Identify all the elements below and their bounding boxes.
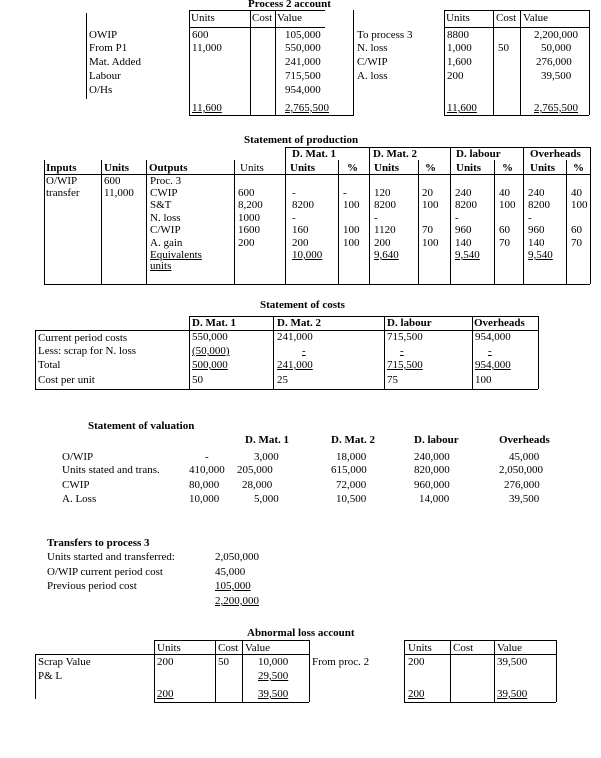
prod-output: Proc. 3: [150, 175, 182, 187]
prod-lab-pct-head: %: [502, 162, 513, 174]
prod-dm1-pct: -: [343, 187, 347, 199]
costs-dm1: (50,000): [192, 345, 230, 357]
prod-dm1-units: -: [292, 212, 296, 224]
prod-out-units: 1600: [238, 224, 260, 236]
prod-dm2-pct: 100: [422, 199, 439, 211]
costs-col-dm2: D. Mat. 2: [277, 317, 321, 329]
p2-debit-units: 600: [192, 29, 209, 41]
p2-debit-label: Mat. Added: [89, 56, 141, 68]
costs-row-label: Cost per unit: [38, 374, 95, 386]
ab-credit-label: From proc. 2: [312, 656, 370, 668]
p2-debit-unit-total: 11,600: [192, 102, 222, 114]
prod-oh-units: 8200: [528, 199, 550, 211]
p2-debit-value-total: 2,765,500: [285, 102, 329, 114]
costs-title: Statement of costs: [260, 299, 345, 311]
prod-dm2-pct: 20: [422, 187, 433, 199]
prod-oh-units: 960: [528, 224, 545, 236]
prod-group-labour: D. labour: [456, 148, 501, 160]
val-extra: 10,000: [189, 493, 220, 505]
prod-dm1-units: -: [292, 187, 296, 199]
p2-debit-value: 241,000: [285, 56, 321, 68]
prod-oh-units-total: 9,540: [528, 249, 553, 261]
prod-units-head: Units: [104, 162, 130, 174]
p2-credit-cost: 50: [498, 42, 509, 54]
p2-credit-unit-total: 11,600: [447, 102, 477, 114]
transfers-label: O/WIP current period cost: [47, 566, 163, 578]
ab-debit-value: 29,500: [258, 670, 289, 682]
prod-dm2-units: 1120: [374, 224, 396, 236]
prod-out-units-head: Units: [240, 162, 264, 174]
val-dm1: 5,000: [254, 493, 279, 505]
prod-output: S&T: [150, 199, 172, 211]
prod-lab-units: 8200: [455, 199, 477, 211]
costs-dm1: 550,000: [192, 331, 228, 343]
ab-debit-value-total: 39,500: [258, 688, 289, 700]
p2-credit-label: N. loss: [357, 42, 388, 54]
abnormal-title: Abnormal loss account: [247, 627, 355, 639]
p2-cost-head: Cost: [252, 12, 273, 24]
prod-input-units: 11,000: [104, 187, 134, 199]
prod-lab-units-head: Units: [456, 162, 482, 174]
prod-oh-pct: 40: [571, 187, 582, 199]
p2-credit-units: 1,000: [447, 42, 472, 54]
p2-debit-label: OWIP: [89, 29, 118, 41]
transfers-title: Transfers to process 3: [47, 537, 150, 549]
val-row-label: Units stated and trans.: [62, 464, 160, 476]
prod-out-units: 200: [238, 237, 255, 249]
ab-credit-units: 200: [408, 656, 425, 668]
ab-debit-unit-total: 200: [157, 688, 174, 700]
p2-debit-label: Labour: [89, 70, 121, 82]
prod-lab-units: 240: [455, 187, 472, 199]
prod-output: C/WIP: [150, 224, 181, 236]
p2-debit-units: 11,000: [192, 42, 222, 54]
val-extra: 80,000: [189, 479, 220, 491]
ab-debit-value: 10,000: [258, 656, 289, 668]
costs-row-label: Total: [38, 359, 61, 371]
costs-oh: 100: [475, 374, 492, 386]
val-dm2: 10,500: [336, 493, 367, 505]
prod-dm1-pct: 100: [343, 224, 360, 236]
prod-lab-pct: 40: [499, 187, 510, 199]
ab-cost-head: Cost: [218, 642, 239, 654]
val-col-dm1: D. Mat. 1: [245, 434, 289, 446]
ab-credit-unit-total: 200: [408, 688, 425, 700]
p2-debit-value: 954,000: [285, 84, 321, 96]
ab-debit-cost: 50: [218, 656, 229, 668]
costs-dm2: 241,000: [277, 331, 313, 343]
p2-debit-value: 105,000: [285, 29, 321, 41]
ab-credit-value: 39,500: [497, 656, 528, 668]
costs-lab: 715,500: [387, 359, 423, 371]
val-lab: 820,000: [414, 464, 450, 476]
costs-col-overheads: Overheads: [474, 317, 525, 329]
p2-credit-label: A. loss: [357, 70, 388, 82]
prod-dm1-units: 200: [292, 237, 309, 249]
prod-dm2-units-head: Units: [374, 162, 400, 174]
val-lab: 240,000: [414, 451, 450, 463]
p2-credit-value: 39,500: [541, 70, 572, 82]
costs-oh: -: [488, 345, 492, 357]
prod-inputs-head: Inputs: [46, 162, 77, 174]
val-dm2: 18,000: [336, 451, 367, 463]
p2-debit-value: 715,500: [285, 70, 321, 82]
p2-credit-value: 2,200,000: [534, 29, 578, 41]
prod-input: transfer: [46, 187, 80, 199]
prod-output: CWIP: [150, 187, 178, 199]
prod-dm2-units-total: 9,640: [374, 249, 399, 261]
val-col-overheads: Overheads: [499, 434, 550, 446]
costs-oh: 954,000: [475, 331, 511, 343]
costs-col-labour: D. labour: [387, 317, 432, 329]
val-lab: 14,000: [419, 493, 450, 505]
p2-debit-value: 550,000: [285, 42, 321, 54]
p2-credit-label: To process 3: [357, 29, 413, 41]
val-row-label: O/WIP: [62, 451, 94, 463]
costs-row-label: Less: scrap for N. loss: [38, 345, 137, 357]
costs-row-label: Current period costs: [38, 332, 128, 344]
costs-lab: 715,500: [387, 331, 423, 343]
val-extra: 410,000: [189, 464, 225, 476]
transfers-value: 2,050,000: [215, 551, 259, 563]
p2-debit-label: O/Hs: [89, 84, 113, 96]
production-title: Statement of production: [244, 134, 359, 146]
val-oh: 276,000: [504, 479, 540, 491]
p2-value-head: Value: [277, 12, 303, 24]
p2-credit-units: 1,600: [447, 56, 472, 68]
prod-output: units: [150, 260, 172, 272]
prod-dm1-pct: 100: [343, 199, 360, 211]
prod-output: Equivalents: [150, 249, 202, 261]
prod-oh-units-head: Units: [530, 162, 556, 174]
prod-lab-units: -: [455, 212, 459, 224]
prod-oh-units: 240: [528, 187, 545, 199]
ab-credit-units-head: Units: [408, 642, 432, 654]
val-dm1: 205,000: [237, 464, 273, 476]
ab-credit-value-total: 39,500: [497, 688, 528, 700]
costs-dm1: 50: [192, 374, 203, 386]
p2-credit-units: 8800: [447, 29, 469, 41]
prod-input-units: 600: [104, 175, 121, 187]
prod-group-dm1: D. Mat. 1: [292, 148, 336, 160]
p2-credit-cost-head: Cost: [496, 12, 517, 24]
ab-units-head: Units: [157, 642, 181, 654]
prod-oh-pct-head: %: [573, 162, 584, 174]
prod-lab-pct: 100: [499, 199, 516, 211]
p2-credit-value: 276,000: [536, 56, 572, 68]
transfers-label: Previous period cost: [47, 580, 137, 592]
costs-lab: 75: [387, 374, 398, 386]
costs-dm2: -: [302, 345, 306, 357]
prod-dm1-units-head: Units: [290, 162, 316, 174]
val-row-label: CWIP: [62, 479, 90, 491]
p2-credit-value: 50,000: [541, 42, 572, 54]
prod-dm2-units: 200: [374, 237, 391, 249]
prod-dm1-units-total: 10,000: [292, 249, 323, 261]
process2-title: Process 2 account: [248, 0, 331, 10]
val-col-dm2: D. Mat. 2: [331, 434, 375, 446]
costs-col-dm1: D. Mat. 1: [192, 317, 236, 329]
prod-output: N. loss: [150, 212, 181, 224]
prod-group-overheads: Overheads: [530, 148, 581, 160]
prod-dm1-pct: 100: [343, 237, 360, 249]
prod-oh-pct: 60: [571, 224, 582, 236]
costs-dm2: 241,000: [277, 359, 313, 371]
prod-oh-pct: 70: [571, 237, 582, 249]
prod-dm2-units: 120: [374, 187, 391, 199]
costs-lab: -: [400, 345, 404, 357]
prod-oh-pct: 100: [571, 199, 588, 211]
prod-dm2-pct-head: %: [425, 162, 436, 174]
prod-lab-pct: 60: [499, 224, 510, 236]
transfers-value: 45,000: [215, 566, 246, 578]
val-dm1: 3,000: [254, 451, 279, 463]
costs-dm1: 500,000: [192, 359, 228, 371]
prod-output: A. gain: [150, 237, 183, 249]
prod-out-units: 1000: [238, 212, 260, 224]
p2-debit-label: From P1: [89, 42, 128, 54]
val-dm2: 72,000: [336, 479, 367, 491]
prod-oh-units: 140: [528, 237, 545, 249]
prod-input: O/WIP: [46, 175, 78, 187]
valuation-title: Statement of valuation: [88, 420, 195, 432]
ab-debit-label: Scrap Value: [38, 656, 91, 668]
val-col-labour: D. labour: [414, 434, 459, 446]
ab-value-head: Value: [245, 642, 271, 654]
prod-dm2-units: -: [374, 212, 378, 224]
prod-group-dm2: D. Mat. 2: [373, 148, 417, 160]
val-row-label: A. Loss: [62, 493, 97, 505]
ab-credit-value-head: Value: [497, 642, 523, 654]
costs-oh: 954,000: [475, 359, 511, 371]
prod-lab-units: 960: [455, 224, 472, 236]
val-dm1: 28,000: [242, 479, 273, 491]
val-lab: 960,000: [414, 479, 450, 491]
prod-dm1-units: 160: [292, 224, 309, 236]
prod-lab-units: 140: [455, 237, 472, 249]
transfers-total: 2,200,000: [215, 595, 259, 607]
prod-dm2-pct: 70: [422, 224, 433, 236]
prod-dm1-pct-head: %: [347, 162, 358, 174]
p2-credit-units-head: Units: [446, 12, 470, 24]
prod-oh-units: -: [528, 212, 532, 224]
val-dm2: 615,000: [331, 464, 367, 476]
p2-credit-units: 200: [447, 70, 464, 82]
prod-out-units: 8,200: [238, 199, 263, 211]
val-oh: 45,000: [509, 451, 540, 463]
ab-debit-label: P& L: [38, 670, 63, 682]
val-oh: 2,050,000: [499, 464, 543, 476]
prod-outputs-head: Outputs: [149, 162, 188, 174]
prod-out-units: 600: [238, 187, 255, 199]
p2-units-head: Units: [191, 12, 215, 24]
ab-credit-cost-head: Cost: [453, 642, 474, 654]
ab-debit-units: 200: [157, 656, 174, 668]
costs-dm2: 25: [277, 374, 288, 386]
prod-dm2-units: 8200: [374, 199, 396, 211]
val-oh: 39,500: [509, 493, 540, 505]
p2-credit-label: C/WIP: [357, 56, 388, 68]
prod-lab-units-total: 9,540: [455, 249, 480, 261]
prod-dm1-units: 8200: [292, 199, 314, 211]
transfers-value: 105,000: [215, 580, 251, 592]
p2-credit-value-head: Value: [523, 12, 549, 24]
transfers-label: Units started and transferred:: [47, 551, 175, 563]
val-extra: -: [205, 451, 209, 463]
prod-lab-pct: 70: [499, 237, 510, 249]
prod-dm2-pct: 100: [422, 237, 439, 249]
p2-credit-value-total: 2,765,500: [534, 102, 578, 114]
